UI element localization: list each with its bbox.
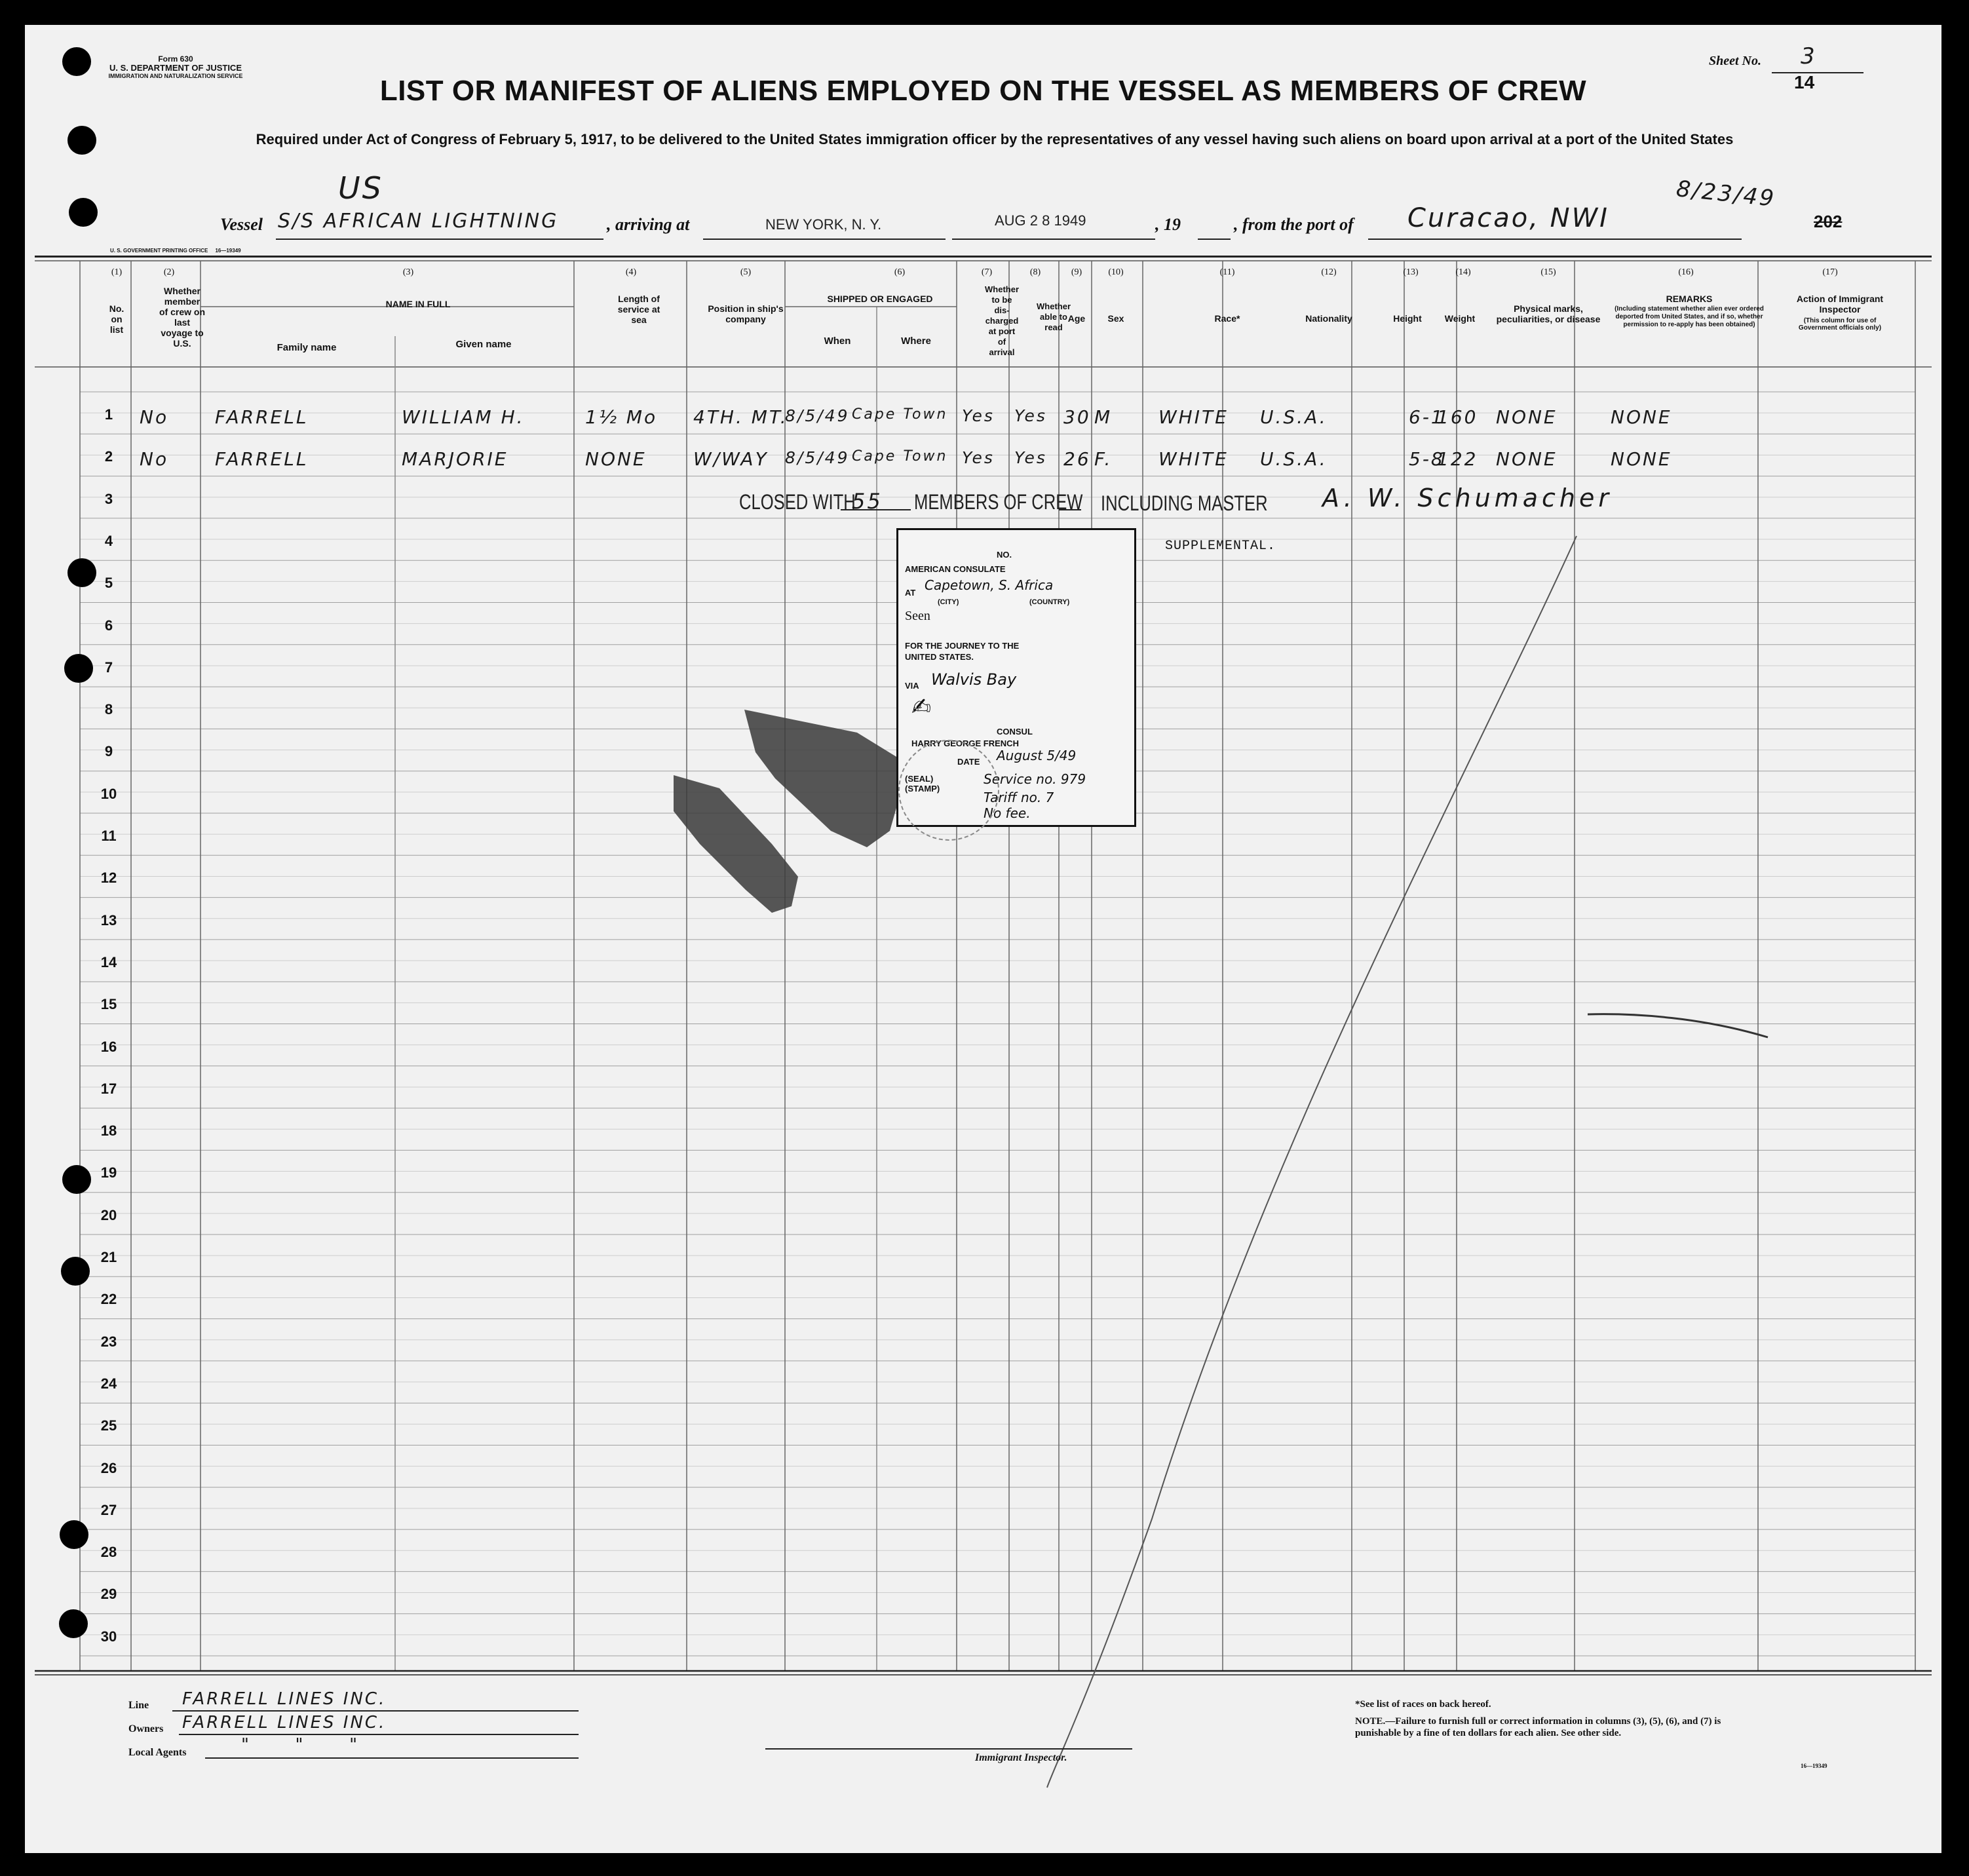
col-num-13: (13) bbox=[1403, 267, 1419, 277]
cell-age: 26 bbox=[1063, 448, 1091, 470]
row-number: 25 bbox=[100, 1417, 117, 1434]
cell-race: WHITE bbox=[1158, 448, 1229, 470]
col-num-15: (15) bbox=[1540, 267, 1556, 277]
col-num-5: (5) bbox=[740, 267, 752, 277]
cell-last-voyage: No bbox=[140, 448, 169, 470]
row-number: 6 bbox=[104, 617, 113, 634]
row-number: 2 bbox=[104, 448, 113, 465]
requirement-text: Required under Act of Congress of February 5, 1917, to be delivered to the United States immigration officer by the representatives of any vessel having such aliens on board upon arrival at a port of the United States bbox=[256, 131, 1734, 147]
col-header-5: Position in ship's company bbox=[708, 303, 784, 324]
row-number: 27 bbox=[100, 1501, 117, 1518]
col-num-3: (3) bbox=[402, 267, 414, 277]
col-num-6: (6) bbox=[894, 267, 906, 277]
cell-nationality: U.S.A. bbox=[1260, 406, 1328, 428]
col-header-2: Whether member of crew on last voyage to U.S. bbox=[159, 286, 206, 349]
cell-family: FARRELL bbox=[215, 448, 309, 470]
vessel-prefix: US bbox=[338, 170, 383, 206]
wax-seal-shape-2 bbox=[674, 775, 798, 913]
local-agents-value: " " " bbox=[241, 1735, 360, 1755]
consul-signature: ✍ bbox=[911, 694, 932, 721]
stamp-at-label: AT bbox=[905, 588, 916, 598]
row-number: 17 bbox=[100, 1080, 117, 1097]
row-number: 10 bbox=[100, 785, 117, 802]
races-note: *See list of races on back hereof. bbox=[1355, 1699, 1491, 1710]
stamp-consulate: AMERICAN CONSULATE bbox=[905, 564, 1006, 574]
row-number: 30 bbox=[100, 1628, 117, 1645]
cell-nationality: U.S.A. bbox=[1260, 448, 1328, 470]
binder-hole bbox=[62, 47, 91, 76]
inspector-label: Immigrant Inspector. bbox=[975, 1752, 1067, 1763]
cell-last-voyage: No bbox=[140, 406, 169, 428]
binder-hole bbox=[61, 1257, 90, 1286]
col-header-6: SHIPPED OR ENGAGED bbox=[827, 294, 933, 304]
cell-race: WHITE bbox=[1158, 406, 1229, 428]
stamp-consul-label: CONSUL bbox=[997, 727, 1033, 737]
stamp-no-label: NO. bbox=[997, 550, 1012, 560]
col-header-9: Age bbox=[1067, 313, 1086, 324]
binder-hole bbox=[67, 558, 96, 587]
cell-sex: F. bbox=[1094, 448, 1113, 470]
sheet-number: 3 bbox=[1801, 43, 1817, 69]
stamp-country-label: (COUNTRY) bbox=[1029, 598, 1070, 606]
row-number: 15 bbox=[100, 996, 117, 1013]
vessel-label: Vessel bbox=[220, 215, 263, 234]
row-number: 18 bbox=[100, 1122, 117, 1139]
row-number: 14 bbox=[100, 953, 117, 970]
wax-seal-shape bbox=[744, 710, 903, 847]
form-number: Form 630 bbox=[158, 54, 193, 64]
cell-given: WILLIAM H. bbox=[402, 406, 525, 428]
cell-marks: NONE bbox=[1496, 406, 1558, 428]
printing-office: U. S. GOVERNMENT PRINTING OFFICE 16—19349 bbox=[110, 248, 241, 254]
cell-weight: 160 bbox=[1437, 406, 1478, 428]
col-header-3: NAME IN FULL bbox=[385, 299, 451, 309]
cell-marks: NONE bbox=[1496, 448, 1558, 470]
line-label: Line bbox=[128, 1700, 149, 1711]
binder-hole bbox=[60, 1520, 88, 1549]
cell-service: NONE bbox=[585, 448, 647, 470]
row-number: 29 bbox=[100, 1586, 117, 1603]
cell-when: 8/5/49 bbox=[785, 406, 850, 425]
cell-position: 4TH. MT. bbox=[693, 406, 788, 428]
col-header-4: Length of service at sea bbox=[617, 294, 660, 325]
cell-given: MARJORIE bbox=[402, 448, 508, 470]
row-number: 24 bbox=[100, 1375, 117, 1392]
row-number: 4 bbox=[104, 532, 113, 549]
col-header-given: Given name bbox=[455, 339, 512, 350]
col-header-7: Whether to be dis- charged at port of arrival bbox=[985, 284, 1019, 357]
consulate-stamp bbox=[896, 528, 1136, 827]
col-num-17: (17) bbox=[1822, 267, 1838, 277]
row-number: 13 bbox=[100, 911, 117, 928]
col-num-4: (4) bbox=[625, 267, 637, 277]
print-code: 16—19349 bbox=[1801, 1763, 1827, 1769]
cell-read: Yes bbox=[1014, 406, 1047, 425]
closed-with-label: CLOSED WITH bbox=[739, 490, 856, 514]
owners-label: Owners bbox=[128, 1723, 164, 1734]
stamp-journey: FOR THE JOURNEY TO THE UNITED STATES. bbox=[905, 641, 1020, 662]
col-header-where: Where bbox=[901, 335, 931, 347]
line-value: FARRELL LINES INC. bbox=[182, 1689, 387, 1709]
vessel-name: S/S AFRICAN LIGHTNING bbox=[278, 210, 559, 233]
col-header-17: Action of Immigrant Inspector bbox=[1796, 294, 1884, 315]
cell-height: 5-8 bbox=[1409, 448, 1445, 470]
stamp-consul-name: HARRY GEORGE FRENCH bbox=[911, 738, 1019, 748]
col-note-16: (Including statement whether alien ever ordered deported from United States, and if so, whether permission to re-apply has been obtained) bbox=[1615, 305, 1764, 328]
pencil-dash-mark bbox=[1588, 1014, 1768, 1037]
penalty-note: NOTE.—Failure to furnish full or correct information in columns (3), (5), (6), and (7) is punishable by a fine of ten dollars for each alien. See other side. bbox=[1355, 1716, 1721, 1738]
arrival-date-stamp: AUG 2 8 1949 bbox=[995, 212, 1086, 229]
cell-discharged: Yes bbox=[962, 448, 995, 467]
row-number: 12 bbox=[100, 870, 117, 887]
row-number: 26 bbox=[100, 1459, 117, 1476]
col-num-2: (2) bbox=[163, 267, 175, 277]
col-header-16: REMARKS bbox=[1666, 294, 1713, 304]
stamp-via: Walvis Bay bbox=[931, 670, 1017, 689]
row-number: 3 bbox=[104, 490, 113, 507]
col-header-when: When bbox=[824, 335, 851, 347]
stamp-city-label: (CITY) bbox=[938, 598, 959, 606]
cell-read: Yes bbox=[1014, 448, 1047, 467]
col-header-10: Sex bbox=[1107, 313, 1124, 324]
corner-date: 8/23/49 bbox=[1675, 176, 1777, 212]
row-number: 23 bbox=[100, 1333, 117, 1350]
row-number: 21 bbox=[100, 1249, 117, 1265]
year-label: , 19 bbox=[1155, 215, 1181, 234]
master-signature: A. W. Schumacher bbox=[1322, 484, 1613, 512]
cell-where: Cape Town bbox=[852, 406, 948, 423]
stamp-seal-label: (SEAL) (STAMP) bbox=[905, 774, 940, 794]
row-number: 20 bbox=[100, 1206, 117, 1223]
row-number: 19 bbox=[100, 1164, 117, 1181]
cell-height: 6-1 bbox=[1409, 406, 1445, 428]
stamp-date-label: DATE bbox=[957, 757, 980, 767]
cell-age: 30 bbox=[1063, 406, 1091, 428]
col-num-11: (11) bbox=[1219, 267, 1235, 277]
cell-remarks: NONE bbox=[1611, 448, 1672, 470]
row-number: 22 bbox=[100, 1291, 117, 1308]
binder-hole bbox=[64, 654, 93, 683]
col-num-16: (16) bbox=[1678, 267, 1694, 277]
cell-weight: 122 bbox=[1437, 448, 1478, 470]
stamp-via-label: VIA bbox=[905, 681, 919, 691]
col-header-8: Whether able to read bbox=[1037, 301, 1071, 332]
col-num-9: (9) bbox=[1071, 267, 1082, 277]
col-num-1: (1) bbox=[111, 267, 123, 277]
binder-hole bbox=[62, 1165, 91, 1194]
from-port: Curacao, NWI bbox=[1407, 203, 1609, 233]
members-label: MEMBERS OF CREW bbox=[914, 490, 1083, 514]
col-note-17: (This column for use of Government officials only) bbox=[1798, 317, 1882, 332]
cell-family: FARRELL bbox=[215, 406, 309, 428]
binder-hole bbox=[69, 198, 98, 227]
cell-remarks: NONE bbox=[1611, 406, 1672, 428]
sheet-subnumber: 14 bbox=[1794, 72, 1815, 92]
including-master-label: INCLUDING MASTER bbox=[1101, 491, 1268, 515]
row-number: 5 bbox=[104, 575, 113, 592]
col-header-14: Weight bbox=[1444, 313, 1476, 324]
col-num-10: (10) bbox=[1108, 267, 1124, 277]
cell-where: Cape Town bbox=[852, 448, 948, 465]
col-num-12: (12) bbox=[1321, 267, 1337, 277]
binder-hole bbox=[59, 1609, 88, 1638]
col-num-7: (7) bbox=[981, 267, 993, 277]
row-number: 7 bbox=[104, 659, 113, 676]
department: U. S. DEPARTMENT OF JUSTICE bbox=[109, 63, 242, 73]
row-number: 28 bbox=[100, 1544, 117, 1561]
cell-position: W/WAY bbox=[693, 448, 769, 470]
row-number: 16 bbox=[100, 1038, 117, 1055]
col-header-1: No. on list bbox=[109, 303, 124, 335]
from-label: , from the port of bbox=[1234, 215, 1354, 234]
stamp-city: Capetown, S. Africa bbox=[925, 577, 1054, 593]
col-header-11: Race* bbox=[1214, 313, 1240, 324]
corner-code: 202 bbox=[1814, 212, 1843, 231]
stamp-date: August 5/49 bbox=[997, 748, 1077, 763]
page-title: LIST OR MANIFEST OF ALIENS EMPLOYED ON THE VESSEL AS MEMBERS OF CREW bbox=[379, 75, 1587, 107]
row-number: 1 bbox=[104, 406, 113, 423]
col-header-family: Family name bbox=[277, 342, 337, 353]
crew-count: 55 bbox=[852, 489, 883, 514]
manifest-sheet bbox=[25, 25, 1941, 1853]
arriving-port: NEW YORK, N. Y. bbox=[765, 216, 882, 233]
stamp-tariff-no: Tariff no. 7 bbox=[984, 790, 1054, 805]
arriving-label: , arriving at bbox=[607, 215, 690, 234]
supplemental-label: SUPPLEMENTAL. bbox=[1165, 539, 1276, 554]
stamp-service-no: Service no. 979 bbox=[984, 771, 1086, 787]
col-num-8: (8) bbox=[1029, 267, 1041, 277]
binder-hole bbox=[67, 126, 96, 155]
owners-value: FARRELL LINES INC. bbox=[182, 1713, 387, 1732]
stamp-seen: Seen bbox=[905, 609, 930, 623]
row-number: 8 bbox=[104, 701, 113, 718]
cell-sex: M bbox=[1094, 406, 1113, 428]
consular-seal bbox=[898, 740, 999, 841]
service-name: IMMIGRATION AND NATURALIZATION SERVICE bbox=[108, 73, 243, 79]
col-header-13: Height bbox=[1393, 313, 1422, 324]
cell-when: 8/5/49 bbox=[785, 448, 850, 467]
stamp-fee: No fee. bbox=[984, 805, 1031, 821]
col-header-12: Nationality bbox=[1305, 313, 1352, 324]
row-number: 11 bbox=[101, 828, 117, 844]
row-number: 9 bbox=[104, 743, 113, 760]
col-num-14: (14) bbox=[1455, 267, 1471, 277]
col-header-15: Physical marks, peculiarities, or disease bbox=[1496, 303, 1601, 324]
local-agents-label: Local Agents bbox=[128, 1747, 187, 1758]
sheet-label: Sheet No. bbox=[1709, 54, 1761, 68]
cell-service: 1½ Mo bbox=[585, 406, 658, 428]
cell-discharged: Yes bbox=[962, 406, 995, 425]
